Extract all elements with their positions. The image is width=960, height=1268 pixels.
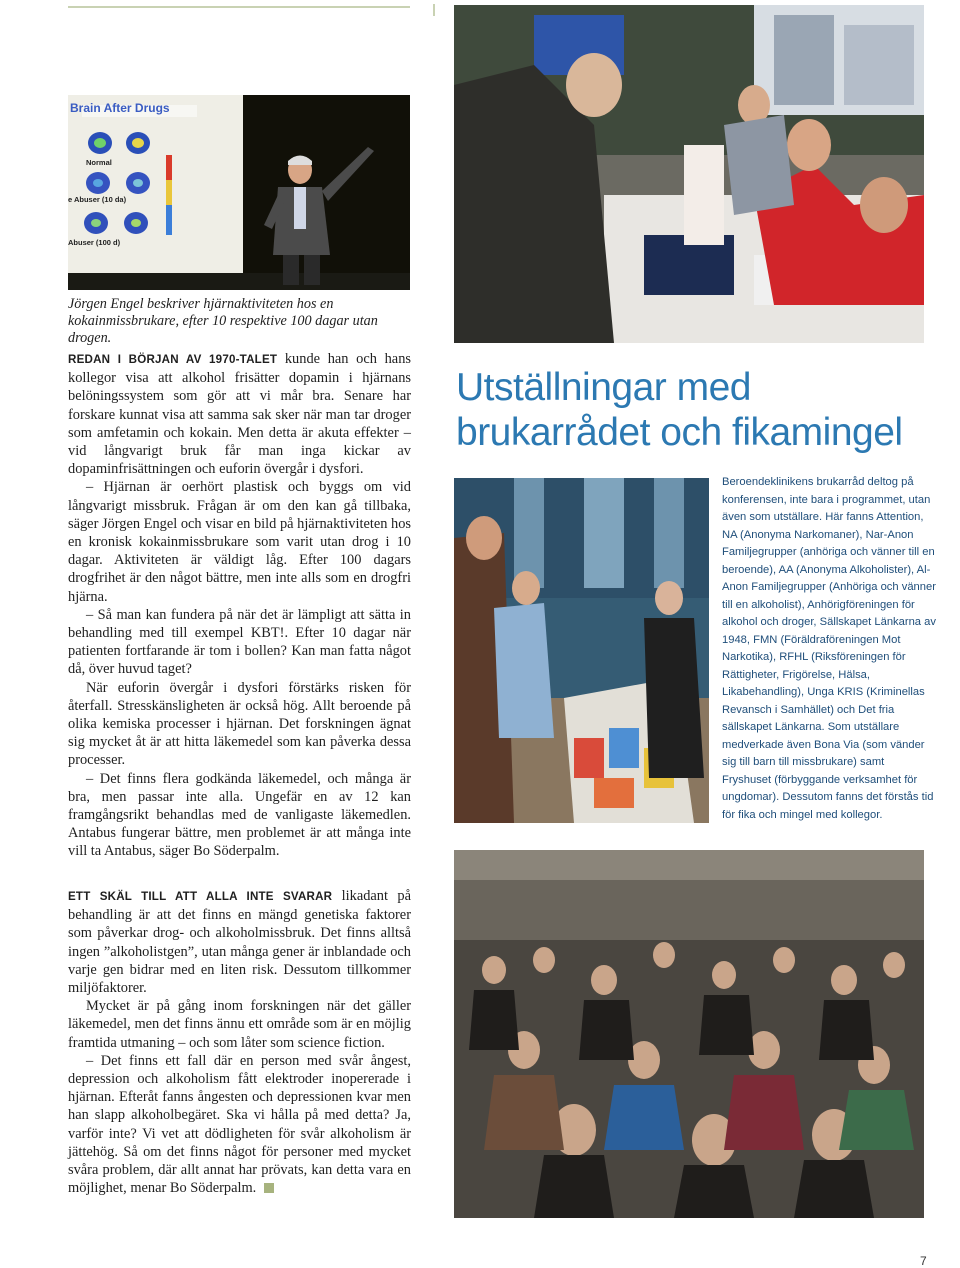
section-headline: Utställningar med brukarrådet och fikamingel (456, 366, 903, 454)
article-section-1 (68, 350, 411, 861)
top-tick (433, 4, 435, 16)
top-rule (68, 6, 410, 8)
photo-caption: Jörgen Engel beskriver hjärnaktiviteten hos en kokainmissbrukare, efter 10 respektive 100 dagar utan drogen. (68, 296, 378, 346)
section-1-paragraph: REDAN I BÖRJAN AV 1970-TALET kunde han och hans kollegor visa att alkohol frisätter dopamin i hjärnans belöningssystem som gör att vi mår bra. Senare har forskare kunnat visa att samma sak sker när man tar droger som amfetamin och kokain. Men detta är akuta effekter – vid långvarigt bruk får man inga kickar av dopaminfrisättningen och euforin övergår i dysfori. (68, 351, 411, 478)
hall-photo (454, 478, 709, 823)
section-2-paragraph: Mycket är på gång inom forskningen när det gäller läkemedel, men det finns ännu ett område som är en möjlig framtida utmaning – och som låter som science fiction. (68, 998, 411, 1051)
sidebar-text: Beroendeklinikens brukarråd deltog på konferensen, inte bara i programmet, utan även som utställare. Här fanns Attention, NA (Anonyma Narkomaner), Nar-Anon Familjegrupper (anhöriga och vänner till en beroende), AA (Anonyma Alkoholister), Al-Anon Familjegrupper (Anhöriga och vänner till en alkoholist), Anhörigföreningen för alkohol och droger, Sällskapet Länkarna av 1948, FMN (Föräldraföreningen Mot Narkotika), RFHL (Riksföreningen för Rättigheter, Frigörelse, Hälsa, Likabehandling), Unga KRIS (Kriminellas Revansch i Samhället) och Det fria sällskapet Länkarna. Som utställare medverkade även Bona Via (som vänder sig till barn till missbrukare) samt Fryshuset (förbyggande verksamhet för ungdomar). Dessutom fanns det förstås tid för fika och mingel med kollegor. (722, 476, 936, 821)
end-mark-icon (264, 1183, 274, 1193)
slide-label-100: Abuser (100 d) (68, 238, 121, 247)
lecture-photo (68, 95, 410, 290)
section-1-paragraph: – Så man kan fundera på när det är lämpligt att sätta in behandling med till exempel KBT!. Efter 10 dagar när patienten fortfarande är tom i bollen? Kan man fatta något då, över huvud taget? (68, 606, 411, 678)
section-2-lead: ETT SKÄL TILL ATT ALLA INTE SVARAR (68, 890, 333, 903)
slide-label-normal: Normal (86, 158, 112, 167)
section-1-paragraph: – Det finns flera godkända läkemedel, och många är bra, men passar inte alla. Ungefär en av 12 kan framgångsrikt behandlas med de vanligaste läkemedlen. Antabus fungerar bättre, men problemet är att många inte vill ta Antabus, säger Bo Söderpalm. (68, 770, 411, 860)
section-1-lead: REDAN I BÖRJAN AV 1970-TALET (68, 353, 278, 366)
exhibition-photo (454, 5, 924, 343)
page-number: 7 (920, 1254, 927, 1268)
crowd-photo (454, 850, 924, 1218)
section-1-paragraph: – Hjärnan är oerhört plastisk och byggs om vid långvarigt missbruk. Frågan är om den kan gå tillbaka, säger Jörgen Engel och visar en bild på hjärnaktiviteten hos en kronisk kokainmissbrukare som varit utan drog i 10 dagar. Aktiviteten är väldigt låg. Efter 100 dagars drogfrihet är den något bättre, men inte alls som en drogfri hjärna. (68, 479, 412, 605)
article-section-2 (68, 887, 411, 1197)
section-1-paragraph: När euforin övergår i dysfori förstärks risken för återfall. Stresskänsligheten är också hög. Allt beroende på olika kemiska processer i hjärnan. Det forskningen ägnat sig mycket åt är att hitta läkemedel som kan påverka dessa processer. (68, 679, 411, 769)
section-2-paragraph: – Det finns ett fall där en person med svår ångest, depression och alkoholism fått elektroder inopererade i hjärnan. Efteråt fanns ångesten och depressionen kvar men han slapp alkoholbegäret. Ska vi hålla på med detta? Ja, varför inte? Vi vet att dödligheten för svår alkoholism är jättehög. Så om det finns något för personer med mycket svåra problem, där allt annat har prövats, kan detta vara en möjlighet, menar Bo Söderpalm. (68, 1052, 411, 1197)
slide-title: Brain After Drugs (70, 101, 170, 115)
slide-label-10: e Abuser (10 da) (68, 195, 127, 204)
section-2-paragraph: ETT SKÄL TILL ATT ALLA INTE SVARAR likadant på behandling är att det finns en mängd genetiska faktorer som påverkar drog- och alkoholmissbruk. Det finns alltså ingen ”alkoholistgen”, utan många gener är inblandade och varje gen bidrar med en liten risk. Dessutom tillkommer miljöfaktorer. (68, 888, 411, 997)
